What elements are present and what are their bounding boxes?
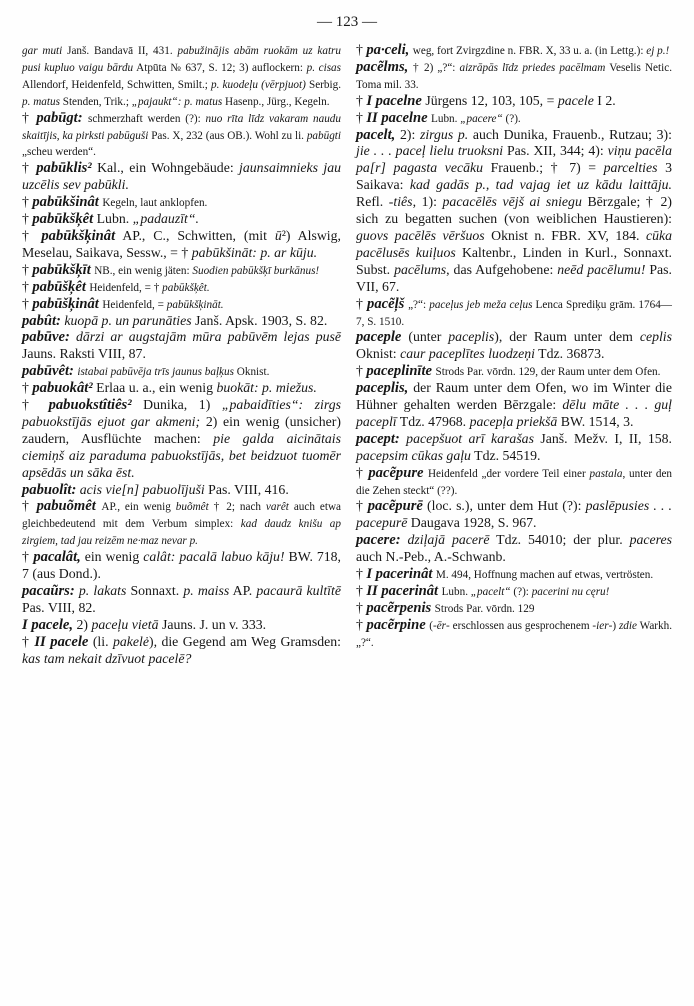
- entry-headword: pabuolît:: [22, 481, 77, 498]
- dictionary-entry: paceplis, der Raum unter dem Ofen, wo im Winter die Hühner gehalten werden Bērzgale: dēlu māte . . . guļ paceplī Tdz. 47968. pacepļa priekšā BW. 1514, 3.: [356, 380, 672, 429]
- dictionary-entry: † pabūgt: schmerzhaft werden (?): nuo rīta līdz vakaram naudu skaitījis, ka pirksti pabūguši Pas. X, 232 (aus OB.). Wohl zu li. pabūgti „scheu werden“.: [22, 109, 342, 159]
- dictionary-entry: pacere: dziļajā pacerē Tdz. 54010; der plur. paceres auch N.-Peb., A.-Schwanb.: [356, 532, 672, 565]
- entry-headword: pacalât,: [33, 549, 81, 566]
- entry-headword: pacẽpurē: [367, 498, 423, 515]
- entry-headword: pacaũrs:: [22, 583, 75, 599]
- entry-headword: pabūvêt:: [22, 363, 74, 380]
- dictionary-entry: † pabūšķinât Heidenfeld, = pabūkšķināt.: [22, 295, 224, 312]
- dictionary-entry: † pabūkšķinât AP., C., Schwitten, (mit ū²) Alswig, Meselau, Saikava, Sessw., = † pabūkšināt: p. ar kūju.: [22, 227, 341, 260]
- entry-headword: pabūklis²: [36, 160, 92, 177]
- entry-headword: paceplinīte: [366, 363, 433, 380]
- entry-headword: pabūšķêt: [32, 278, 86, 295]
- dictionary-entry: † I pacelne Jürgens 12, 103, 105, = pacele I 2.: [356, 92, 616, 109]
- dictionary-entry: † paceplinīte Strods Par. vōrdn. 129, der Raum unter dem Ofen.: [356, 363, 661, 380]
- entry-headword: pabuokât²: [32, 380, 93, 397]
- entry-headword: II pacerinât: [366, 583, 439, 599]
- dictionary-entry: † pabūkšķêt Lubn. „padauzīt“.: [22, 211, 199, 228]
- entry-headword: pacelt,: [356, 126, 396, 143]
- dictionary-entry: † pabuõmêt AP., ein wenig buõmêt † 2; nach varêt auch etwa gleichbedeutend mit dem Verbum simplex: kad daudz knišu ap zirgiem, tad jau reizēm ne·maz nevar p.: [22, 498, 341, 548]
- dictionary-entry: gar muti Janš. Bandavā II, 431. pabužinājis abām ruokām uz katru pusi kupluo vaigu bārdu Atpūta № 637, S. 12; 3) auflockern: p. cisas Allendorf, Heidenfeld, Schwitten, Smilt.; p. kuodeļu (vērpjuot) Serbig. p. matus Stenden, Trik.; „pajaukt“: p. matus Hasenp., Jürg., Kegeln.: [22, 45, 341, 108]
- entry-headword: pacẽpure: [368, 464, 424, 481]
- entry-headword: pabût:: [22, 312, 61, 329]
- dictionary-entry: pabuolît: acis vie[n] pabuolījuši Pas. VIII, 416.: [22, 481, 289, 498]
- entry-headword: II pacelne: [366, 109, 428, 126]
- dictionary-entry: † pacẽrpenis Strods Par. vōrdn. 129: [356, 599, 535, 616]
- dictionary-entry: † pacẽpurē (loc. s.), unter dem Hut (?): paslēpusies . . . pacepurē Daugava 1928, S. 967.: [356, 498, 672, 531]
- entry-headword: pacẽrpine: [366, 616, 426, 633]
- dictionary-entry: pacept: pacepšuot arī karašas Janš. Mežv. I, II, 158. pacepsim cūkas gaļu Tdz. 54519.: [356, 430, 673, 463]
- dictionary-entry: † I pacerinât M. 494, Hoffnung machen auf etwas, vertrösten.: [356, 566, 654, 583]
- dictionary-entry: pabūve: dārzi ar augstajām mūra pabūvēm lejas pusē Jauns. Raksti VIII, 87.: [22, 329, 341, 362]
- entry-headword: pabūkšinât: [32, 194, 99, 211]
- entry-headword: pabūkšķinât: [41, 227, 116, 244]
- entry-headword: I pacelne: [366, 92, 422, 109]
- dictionary-entry: pabūvêt: istabai pabūvēja trīs jaunus baļķus Oknist.: [22, 363, 270, 380]
- dictionary-entry: paceple (unter paceplis), der Raum unter dem ceplis Oknist: caur paceplītes luodzeņi Tdz. 36873.: [356, 329, 673, 362]
- entry-headword: pabuokstîtiês²: [48, 397, 132, 414]
- dictionary-entry: † II pacerinât Lubn. „pacelt“ (?): pacerini nu cęru!: [356, 583, 610, 599]
- entry-headword: pabūkšķīt: [32, 261, 91, 278]
- dictionary-entry: † pacẽpure Heidenfeld „der vordere Teil einer pastala, unter den die Zehen steckt“ (??).: [356, 464, 672, 497]
- dictionary-entry: † pacẽļš „?“: paceļus jeb meža ceļus Lenca Sprediķu grām. 1764—7, S. 1510.: [356, 295, 672, 328]
- left-column: [22, 42, 341, 668]
- dictionary-entry: † pacẽrpine (-ēr- erschlossen aus gesprochenem -ier-) zdie Warkh. „?“.: [356, 616, 672, 649]
- entry-headword: II pacele: [34, 633, 89, 650]
- entry-headword: pabūkšķêt: [32, 211, 94, 228]
- entry-headword: pabūšķinât: [32, 295, 99, 312]
- entry-headword: pacẽrpenis: [366, 599, 432, 616]
- dictionary-entry: † pabūkšinât Kegeln, laut anklopfen.: [22, 194, 208, 211]
- dictionary-entry: pacelt, 2): zirgus p. auch Dunika, Frauenb., Rutzau; 3): jie . . . paceļ lielu truoksni Pas. XII, 344; 4): viņu pacēla pa[r] pagasta vecāku Frauenb.; † 7) = parcelties 3 Saikava: kad gadās p., tad vajag iet uz kādu laittāju. Refl. -tiês, 1): pacacēlēs vējš ai sniegu Bērzgale; † 2) sich zu begatten suchen (von weiblichen Haustieren): guovs pacēlēs vēršuos Oknist n. FBR. XV, 184. cūka pacēlusēs kuiļuos Kaltenbr., Linden in Kurl., Sonnaxt. Subst. pacēlums, das Aufgehobene: neēd pacēlumu! Pas. VII, 67.: [356, 126, 673, 294]
- dictionary-entry: † pabūšķêt Heidenfeld, = † pabūkšķêt.: [22, 278, 210, 295]
- entry-headword: pacere:: [356, 532, 401, 549]
- dictionary-entry: † pabūkšķīt NB., ein wenig jäten: Suodien pabūkšķī burkānus!: [22, 261, 320, 278]
- dictionary-entry: † pabuokstîtiês² Dunika, 1) „pabaidīties“: zirgs pabuokstījās ejuot gar akmeni; 2) ein wenig (unsicher) zaudern, Ausflüchte machen: pie galda aicinātais ciemiņš aiz paraduma pabuokstījās, bet beidzuot tuomēr apsēdās un sāka ēst.: [22, 397, 342, 480]
- dictionary-entry: I pacele, 2) paceļu vietā Jauns. J. un v. 333.: [22, 616, 267, 633]
- right-column: [356, 42, 672, 651]
- entry-headword: pabuõmêt: [36, 498, 96, 515]
- entry-headword: pa·celi,: [366, 42, 410, 58]
- dictionary-entry: † pabūklis² Kal., ein Wohngebäude: jaunsaimnieks jau uzcēlis sev pabūkli.: [22, 160, 341, 193]
- entry-headword: pacept:: [356, 430, 400, 447]
- dictionary-entry: † II pacele (li. pakelė), die Gegend am Weg Gramsden: kas tam nekait dzīvuot pacelē?: [22, 633, 342, 666]
- dictionary-entry: † pabuokât² Erlaa u. a., ein wenig buokāt: p. miežus.: [22, 380, 317, 397]
- dictionary-entry: pabût: kuopā p. un parunāties Janš. Apsk. 1903, S. 82.: [22, 312, 328, 329]
- dictionary-entry: † pa·celi, weg, fort Zvirgzdine n. FBR. X, 33 u. a. (in Lettg.): ej p.!: [356, 42, 670, 58]
- dictionary-entry: † II pacelne Lubn. „pacere“ (?).: [356, 109, 521, 126]
- entry-headword: pabūve:: [22, 329, 70, 346]
- dictionary-entry: pacẽlms, † 2) „?“: aizrāpās līdz priedes pacēlmam Veselis Netic. Toma mil. 33.: [356, 58, 672, 91]
- entry-headword: paceple: [356, 329, 402, 346]
- dictionary-entry: pacaũrs: p. lakats Sonnaxt. p. maiss AP. pacaurā kultītē Pas. VIII, 82.: [22, 583, 341, 615]
- entry-headword: pabūgt:: [36, 109, 83, 126]
- entry-headword: pacẽlms,: [356, 58, 409, 75]
- page-number: — 123 —: [317, 14, 377, 30]
- entry-headword: paceplis,: [356, 380, 409, 397]
- entry-headword: pacẽļš: [367, 295, 405, 312]
- entry-headword: I pacele,: [22, 616, 74, 633]
- dictionary-entry: † pacalât, ein wenig calât: pacalā labuo kāju! BW. 718, 7 (aus Dond.).: [22, 549, 342, 582]
- entry-headword: I pacerinât: [366, 566, 433, 583]
